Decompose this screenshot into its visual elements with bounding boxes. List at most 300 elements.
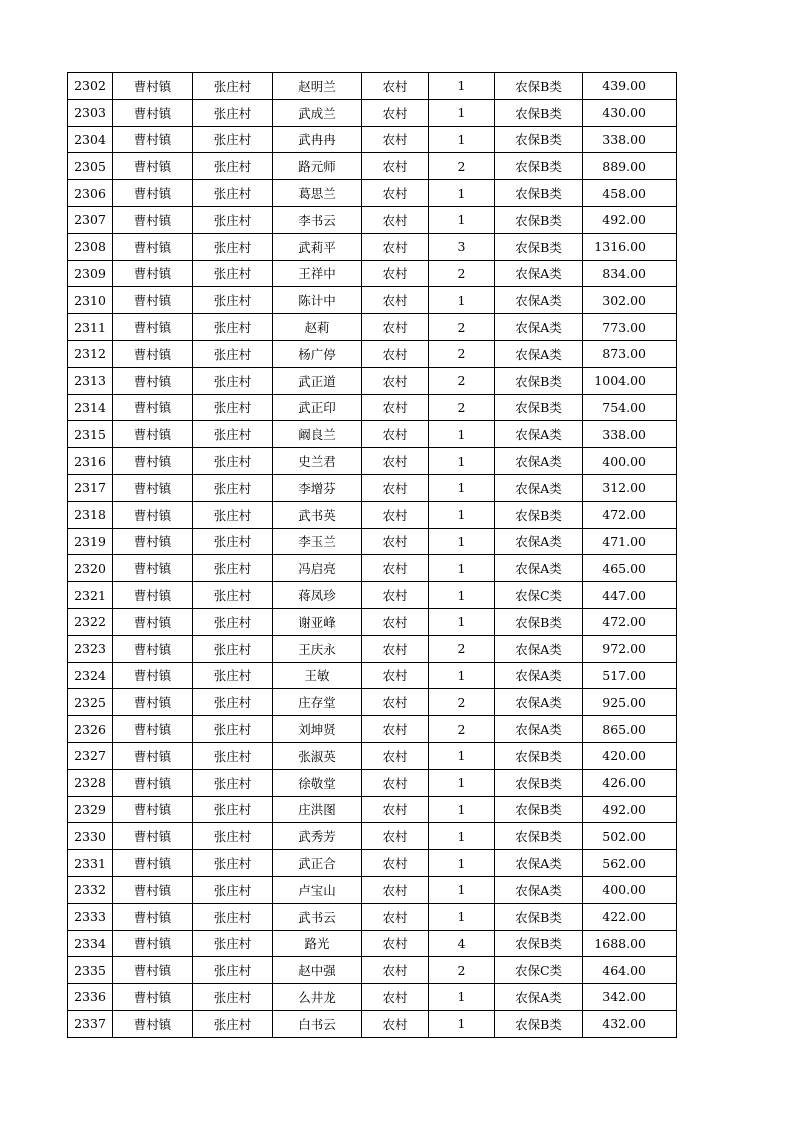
row-number-cell: 2331	[68, 850, 113, 877]
table-row	[68, 903, 677, 930]
household-count-cell: 2	[429, 314, 495, 341]
name-cell: 武正合	[273, 850, 362, 877]
table-row	[68, 474, 677, 501]
area-type-cell: 农村	[362, 180, 429, 207]
household-count-cell: 1	[429, 850, 495, 877]
category-cell: 农保A类	[495, 984, 583, 1011]
amount-cell: 471.00	[583, 528, 677, 555]
table-row	[68, 769, 677, 796]
town-cell: 曹村镇	[113, 903, 193, 930]
town-cell: 曹村镇	[113, 99, 193, 126]
household-count-cell: 2	[429, 957, 495, 984]
household-count-cell: 1	[429, 555, 495, 582]
household-count-cell: 1	[429, 206, 495, 233]
amount-cell: 834.00	[583, 260, 677, 287]
village-cell: 张庄村	[193, 260, 273, 287]
area-type-cell: 农村	[362, 287, 429, 314]
household-count-cell: 1	[429, 474, 495, 501]
row-number-cell: 2304	[68, 126, 113, 153]
village-cell: 张庄村	[193, 153, 273, 180]
category-cell: 农保A类	[495, 850, 583, 877]
household-count-cell: 2	[429, 394, 495, 421]
town-cell: 曹村镇	[113, 984, 193, 1011]
category-cell: 农保A类	[495, 421, 583, 448]
amount-cell: 422.00	[583, 903, 677, 930]
area-type-cell: 农村	[362, 206, 429, 233]
name-cell: 谢亚峰	[273, 608, 362, 635]
name-cell: 庄洪图	[273, 796, 362, 823]
household-count-cell: 1	[429, 501, 495, 528]
name-cell: 卢宝山	[273, 876, 362, 903]
name-cell: 阚良兰	[273, 421, 362, 448]
area-type-cell: 农村	[362, 876, 429, 903]
area-type-cell: 农村	[362, 769, 429, 796]
row-number-cell: 2324	[68, 662, 113, 689]
village-cell: 张庄村	[193, 662, 273, 689]
village-cell: 张庄村	[193, 314, 273, 341]
row-number-cell: 2333	[68, 903, 113, 930]
village-cell: 张庄村	[193, 126, 273, 153]
table-row	[68, 206, 677, 233]
row-number-cell: 2329	[68, 796, 113, 823]
category-cell: 农保A类	[495, 876, 583, 903]
town-cell: 曹村镇	[113, 233, 193, 260]
table-row	[68, 823, 677, 850]
name-cell: 武成兰	[273, 99, 362, 126]
row-number-cell: 2314	[68, 394, 113, 421]
row-number-cell: 2318	[68, 501, 113, 528]
household-count-cell: 2	[429, 635, 495, 662]
row-number-cell: 2336	[68, 984, 113, 1011]
town-cell: 曹村镇	[113, 850, 193, 877]
row-number-cell: 2305	[68, 153, 113, 180]
amount-cell: 312.00	[583, 474, 677, 501]
amount-cell: 972.00	[583, 635, 677, 662]
row-number-cell: 2302	[68, 73, 113, 100]
name-cell: 赵中强	[273, 957, 362, 984]
village-cell: 张庄村	[193, 501, 273, 528]
table-row	[68, 126, 677, 153]
village-cell: 张庄村	[193, 448, 273, 475]
row-number-cell: 2315	[68, 421, 113, 448]
village-cell: 张庄村	[193, 850, 273, 877]
table-row	[68, 930, 677, 957]
household-count-cell: 1	[429, 984, 495, 1011]
village-cell: 张庄村	[193, 421, 273, 448]
amount-cell: 400.00	[583, 876, 677, 903]
amount-cell: 492.00	[583, 206, 677, 233]
category-cell: 农保C类	[495, 957, 583, 984]
village-cell: 张庄村	[193, 689, 273, 716]
table-row	[68, 742, 677, 769]
table-body	[68, 73, 677, 1038]
town-cell: 曹村镇	[113, 340, 193, 367]
village-cell: 张庄村	[193, 716, 273, 743]
town-cell: 曹村镇	[113, 823, 193, 850]
amount-cell: 439.00	[583, 73, 677, 100]
area-type-cell: 农村	[362, 555, 429, 582]
name-cell: 白书云	[273, 1010, 362, 1037]
household-count-cell: 2	[429, 153, 495, 180]
row-number-cell: 2325	[68, 689, 113, 716]
row-number-cell: 2322	[68, 608, 113, 635]
table-row	[68, 957, 677, 984]
area-type-cell: 农村	[362, 233, 429, 260]
area-type-cell: 农村	[362, 126, 429, 153]
household-count-cell: 3	[429, 233, 495, 260]
category-cell: 农保B类	[495, 823, 583, 850]
household-count-cell: 4	[429, 930, 495, 957]
amount-cell: 342.00	[583, 984, 677, 1011]
area-type-cell: 农村	[362, 367, 429, 394]
area-type-cell: 农村	[362, 474, 429, 501]
category-cell: 农保B类	[495, 608, 583, 635]
household-count-cell: 1	[429, 180, 495, 207]
household-count-cell: 1	[429, 448, 495, 475]
area-type-cell: 农村	[362, 689, 429, 716]
village-cell: 张庄村	[193, 903, 273, 930]
household-count-cell: 2	[429, 716, 495, 743]
household-count-cell: 2	[429, 689, 495, 716]
area-type-cell: 农村	[362, 635, 429, 662]
town-cell: 曹村镇	[113, 73, 193, 100]
name-cell: 庄存堂	[273, 689, 362, 716]
table-row	[68, 260, 677, 287]
row-number-cell: 2326	[68, 716, 113, 743]
data-table	[67, 72, 677, 1038]
row-number-cell: 2327	[68, 742, 113, 769]
town-cell: 曹村镇	[113, 394, 193, 421]
name-cell: 赵莉	[273, 314, 362, 341]
village-cell: 张庄村	[193, 582, 273, 609]
category-cell: 农保B类	[495, 394, 583, 421]
table-row	[68, 850, 677, 877]
town-cell: 曹村镇	[113, 180, 193, 207]
village-cell: 张庄村	[193, 823, 273, 850]
table-row	[68, 367, 677, 394]
village-cell: 张庄村	[193, 206, 273, 233]
village-cell: 张庄村	[193, 1010, 273, 1037]
name-cell: 武书云	[273, 903, 362, 930]
name-cell: 武正印	[273, 394, 362, 421]
category-cell: 农保A类	[495, 448, 583, 475]
name-cell: 冯启亮	[273, 555, 362, 582]
town-cell: 曹村镇	[113, 796, 193, 823]
row-number-cell: 2330	[68, 823, 113, 850]
area-type-cell: 农村	[362, 501, 429, 528]
table-row	[68, 876, 677, 903]
amount-cell: 1004.00	[583, 367, 677, 394]
row-number-cell: 2317	[68, 474, 113, 501]
category-cell: 农保B类	[495, 796, 583, 823]
household-count-cell: 1	[429, 608, 495, 635]
category-cell: 农保A类	[495, 287, 583, 314]
household-count-cell: 1	[429, 796, 495, 823]
category-cell: 农保B类	[495, 180, 583, 207]
area-type-cell: 农村	[362, 662, 429, 689]
town-cell: 曹村镇	[113, 448, 193, 475]
name-cell: 蒋凤珍	[273, 582, 362, 609]
household-count-cell: 1	[429, 662, 495, 689]
row-number-cell: 2309	[68, 260, 113, 287]
household-count-cell: 1	[429, 421, 495, 448]
row-number-cell: 2328	[68, 769, 113, 796]
category-cell: 农保B类	[495, 930, 583, 957]
area-type-cell: 农村	[362, 608, 429, 635]
name-cell: 王祥中	[273, 260, 362, 287]
table-row	[68, 662, 677, 689]
table-row	[68, 796, 677, 823]
village-cell: 张庄村	[193, 769, 273, 796]
area-type-cell: 农村	[362, 850, 429, 877]
town-cell: 曹村镇	[113, 126, 193, 153]
row-number-cell: 2321	[68, 582, 113, 609]
area-type-cell: 农村	[362, 99, 429, 126]
category-cell: 农保A类	[495, 260, 583, 287]
row-number-cell: 2310	[68, 287, 113, 314]
household-count-cell: 1	[429, 73, 495, 100]
village-cell: 张庄村	[193, 99, 273, 126]
amount-cell: 302.00	[583, 287, 677, 314]
village-cell: 张庄村	[193, 233, 273, 260]
town-cell: 曹村镇	[113, 501, 193, 528]
town-cell: 曹村镇	[113, 957, 193, 984]
amount-cell: 562.00	[583, 850, 677, 877]
table-row	[68, 582, 677, 609]
category-cell: 农保A类	[495, 716, 583, 743]
amount-cell: 472.00	[583, 608, 677, 635]
table-row	[68, 314, 677, 341]
town-cell: 曹村镇	[113, 206, 193, 233]
area-type-cell: 农村	[362, 957, 429, 984]
category-cell: 农保B类	[495, 233, 583, 260]
category-cell: 农保A类	[495, 340, 583, 367]
town-cell: 曹村镇	[113, 287, 193, 314]
name-cell: 陈计中	[273, 287, 362, 314]
town-cell: 曹村镇	[113, 930, 193, 957]
town-cell: 曹村镇	[113, 635, 193, 662]
name-cell: 么井龙	[273, 984, 362, 1011]
village-cell: 张庄村	[193, 984, 273, 1011]
amount-cell: 465.00	[583, 555, 677, 582]
village-cell: 张庄村	[193, 742, 273, 769]
name-cell: 武莉平	[273, 233, 362, 260]
amount-cell: 338.00	[583, 126, 677, 153]
household-count-cell: 1	[429, 742, 495, 769]
amount-cell: 502.00	[583, 823, 677, 850]
category-cell: 农保B类	[495, 501, 583, 528]
table-row	[68, 528, 677, 555]
area-type-cell: 农村	[362, 528, 429, 555]
amount-cell: 889.00	[583, 153, 677, 180]
household-count-cell: 2	[429, 260, 495, 287]
amount-cell: 1316.00	[583, 233, 677, 260]
amount-cell: 492.00	[583, 796, 677, 823]
amount-cell: 458.00	[583, 180, 677, 207]
town-cell: 曹村镇	[113, 689, 193, 716]
table-row	[68, 1010, 677, 1037]
amount-cell: 517.00	[583, 662, 677, 689]
table-row	[68, 635, 677, 662]
village-cell: 张庄村	[193, 876, 273, 903]
name-cell: 徐敬堂	[273, 769, 362, 796]
area-type-cell: 农村	[362, 903, 429, 930]
row-number-cell: 2308	[68, 233, 113, 260]
name-cell: 李书云	[273, 206, 362, 233]
amount-cell: 754.00	[583, 394, 677, 421]
row-number-cell: 2312	[68, 340, 113, 367]
town-cell: 曹村镇	[113, 876, 193, 903]
village-cell: 张庄村	[193, 957, 273, 984]
village-cell: 张庄村	[193, 930, 273, 957]
category-cell: 农保B类	[495, 206, 583, 233]
household-count-cell: 2	[429, 367, 495, 394]
area-type-cell: 农村	[362, 823, 429, 850]
area-type-cell: 农村	[362, 448, 429, 475]
village-cell: 张庄村	[193, 528, 273, 555]
town-cell: 曹村镇	[113, 608, 193, 635]
town-cell: 曹村镇	[113, 421, 193, 448]
amount-cell: 472.00	[583, 501, 677, 528]
amount-cell: 1688.00	[583, 930, 677, 957]
row-number-cell: 2316	[68, 448, 113, 475]
area-type-cell: 农村	[362, 984, 429, 1011]
household-count-cell: 1	[429, 528, 495, 555]
household-count-cell: 2	[429, 340, 495, 367]
town-cell: 曹村镇	[113, 367, 193, 394]
village-cell: 张庄村	[193, 367, 273, 394]
household-count-cell: 1	[429, 126, 495, 153]
category-cell: 农保B类	[495, 153, 583, 180]
table-row	[68, 448, 677, 475]
town-cell: 曹村镇	[113, 662, 193, 689]
area-type-cell: 农村	[362, 930, 429, 957]
name-cell: 武秀芳	[273, 823, 362, 850]
name-cell: 武书英	[273, 501, 362, 528]
table-row	[68, 716, 677, 743]
town-cell: 曹村镇	[113, 153, 193, 180]
village-cell: 张庄村	[193, 635, 273, 662]
village-cell: 张庄村	[193, 555, 273, 582]
household-count-cell: 1	[429, 823, 495, 850]
household-count-cell: 1	[429, 1010, 495, 1037]
row-number-cell: 2320	[68, 555, 113, 582]
category-cell: 农保C类	[495, 582, 583, 609]
category-cell: 农保A类	[495, 662, 583, 689]
table-row	[68, 984, 677, 1011]
amount-cell: 338.00	[583, 421, 677, 448]
table-row	[68, 287, 677, 314]
table-row	[68, 689, 677, 716]
household-count-cell: 1	[429, 582, 495, 609]
table-row	[68, 394, 677, 421]
name-cell: 刘坤贤	[273, 716, 362, 743]
town-cell: 曹村镇	[113, 1010, 193, 1037]
category-cell: 农保B类	[495, 769, 583, 796]
category-cell: 农保B类	[495, 1010, 583, 1037]
village-cell: 张庄村	[193, 73, 273, 100]
name-cell: 葛思兰	[273, 180, 362, 207]
area-type-cell: 农村	[362, 153, 429, 180]
category-cell: 农保B类	[495, 367, 583, 394]
amount-cell: 400.00	[583, 448, 677, 475]
name-cell: 杨广停	[273, 340, 362, 367]
village-cell: 张庄村	[193, 796, 273, 823]
category-cell: 农保B类	[495, 73, 583, 100]
area-type-cell: 农村	[362, 421, 429, 448]
village-cell: 张庄村	[193, 287, 273, 314]
town-cell: 曹村镇	[113, 555, 193, 582]
table-row	[68, 180, 677, 207]
area-type-cell: 农村	[362, 796, 429, 823]
table-row	[68, 608, 677, 635]
town-cell: 曹村镇	[113, 474, 193, 501]
category-cell: 农保A类	[495, 314, 583, 341]
town-cell: 曹村镇	[113, 582, 193, 609]
town-cell: 曹村镇	[113, 528, 193, 555]
area-type-cell: 农村	[362, 73, 429, 100]
row-number-cell: 2335	[68, 957, 113, 984]
table-row	[68, 153, 677, 180]
town-cell: 曹村镇	[113, 260, 193, 287]
village-cell: 张庄村	[193, 340, 273, 367]
name-cell: 王敏	[273, 662, 362, 689]
area-type-cell: 农村	[362, 582, 429, 609]
town-cell: 曹村镇	[113, 769, 193, 796]
category-cell: 农保A类	[495, 555, 583, 582]
village-cell: 张庄村	[193, 608, 273, 635]
amount-cell: 865.00	[583, 716, 677, 743]
row-number-cell: 2319	[68, 528, 113, 555]
amount-cell: 430.00	[583, 99, 677, 126]
row-number-cell: 2303	[68, 99, 113, 126]
row-number-cell: 2306	[68, 180, 113, 207]
table-row	[68, 555, 677, 582]
row-number-cell: 2332	[68, 876, 113, 903]
row-number-cell: 2311	[68, 314, 113, 341]
amount-cell: 447.00	[583, 582, 677, 609]
category-cell: 农保B类	[495, 99, 583, 126]
name-cell: 史兰君	[273, 448, 362, 475]
amount-cell: 873.00	[583, 340, 677, 367]
amount-cell: 464.00	[583, 957, 677, 984]
table-row	[68, 421, 677, 448]
name-cell: 武正道	[273, 367, 362, 394]
amount-cell: 432.00	[583, 1010, 677, 1037]
category-cell: 农保A类	[495, 689, 583, 716]
row-number-cell: 2337	[68, 1010, 113, 1037]
name-cell: 李玉兰	[273, 528, 362, 555]
row-number-cell: 2313	[68, 367, 113, 394]
name-cell: 路光	[273, 930, 362, 957]
category-cell: 农保B类	[495, 903, 583, 930]
area-type-cell: 农村	[362, 260, 429, 287]
town-cell: 曹村镇	[113, 314, 193, 341]
area-type-cell: 农村	[362, 1010, 429, 1037]
category-cell: 农保A类	[495, 635, 583, 662]
household-count-cell: 1	[429, 876, 495, 903]
town-cell: 曹村镇	[113, 742, 193, 769]
category-cell: 农保B类	[495, 126, 583, 153]
village-cell: 张庄村	[193, 474, 273, 501]
category-cell: 农保B类	[495, 742, 583, 769]
category-cell: 农保A类	[495, 474, 583, 501]
category-cell: 农保A类	[495, 528, 583, 555]
area-type-cell: 农村	[362, 340, 429, 367]
table-row	[68, 501, 677, 528]
table-row	[68, 340, 677, 367]
name-cell: 王庆永	[273, 635, 362, 662]
